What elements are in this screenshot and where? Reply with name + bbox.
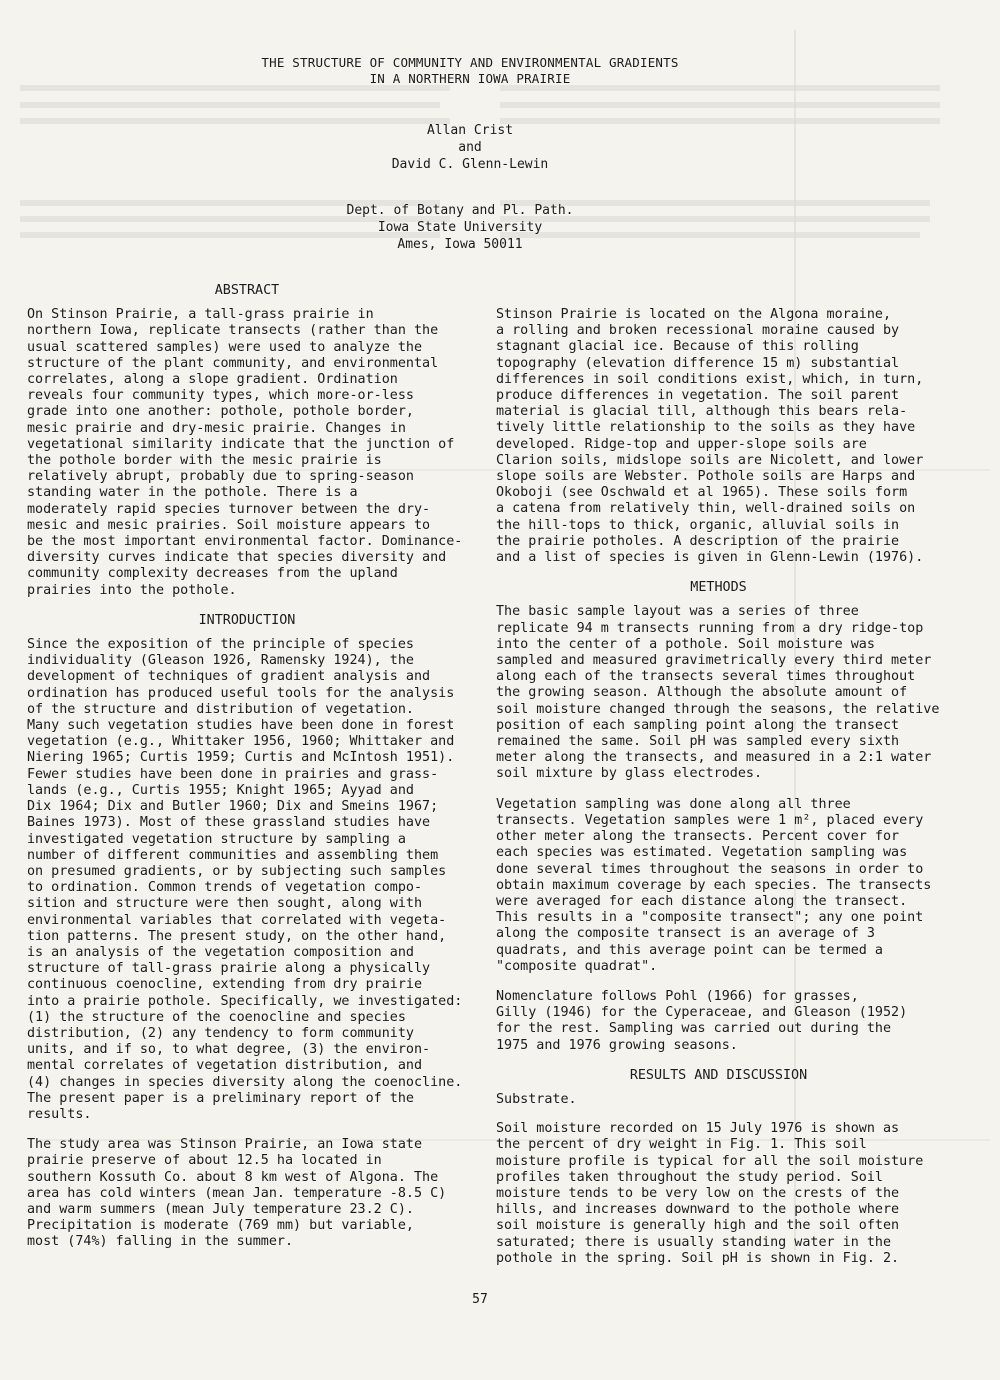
results-heading: RESULTS AND DISCUSSION xyxy=(629,1067,808,1083)
abstract-heading: ABSTRACT xyxy=(214,283,280,298)
left-column xyxy=(27,283,467,1265)
affiliation-university: Iowa State University xyxy=(377,220,543,235)
introduction-paragraph-2: The study area was Stinson Prairie, an Iowa state prairie preserve of about 12.5 ha located in southern Kossuth Co. about 8 km west of Algona. The area has cold winters (mean Jan. temperature -8.5 C) and warm summers (mean July temperature 23.2 C). Precipitation is moderate (769 mm) but variable, most (74%) falling in the summer. xyxy=(27,1137,447,1250)
methods-paragraph-3: Nomenclature follows Pohl (1966) for grasses, Gilly (1946) for the Cyperaceae, and Gleason (1952) for the rest. Sampling was carried out during the 1975 and 1976 growing seasons. xyxy=(496,988,908,1053)
results-paragraph-1: Soil moisture recorded on 15 July 1976 is shown as the percent of dry weight in Fig. 1. This soil moisture profile is typical for all the soil moisture profiles taken throughout the study period. Soil moisture tends to be very low on the crests of the hills, and increases downward to the pothole where soil moisture is generally high and the soil often saturated; there is usually standing water in the pothole in the spring. Soil pH is shown in Fig. 2. xyxy=(496,1121,924,1266)
affiliation-dept: Dept. of Botany and Pl. Path. xyxy=(346,203,574,218)
affiliation-city: Ames, Iowa 50011 xyxy=(397,237,523,252)
methods-paragraph-1: The basic sample layout was a series of three replicate 94 m transects running from a dry ridge-top into the center of a pothole. Soil moisture was sampled and measured gravimetrically every third meter along each of the transects several times throughout the growing season. Although the absolute amount of soil moisture changed through the seasons, the relative position of each sampling point along the transect remained the same. Soil pH was sampled every sixth meter along the transects, and measured in a 2:1 water soil mixture by glass electrodes. xyxy=(496,604,940,782)
introduction-paragraph-1: Since the exposition of the principle of species individuality (Gleason 1926, Ramensky 1924), the development of techniques of gradient analysis and ordination has produced useful tools for the analysis of the structure and distribution of vegetation. Many such vegetation studies have been done in forest vegetation (e.g., Whittaker 1956, 1960; Whittaker and Niering 1965; Curtis 1959; Curtis and McIntosh 1951). Fewer studies have been done in prairies and grass- lands (e.g., Curtis 1955; Knight 1965; Ayyad and Dix 1964; Dix and Butler 1960; Dix and Smeins 1967; Baines 1973). Most of these grassland studies have investigated vegetation structure by sampling a number of different communities and assembling them on presumed gradients, or by subjecting such samples to ordination. Common trends of vegetation compo- sition and structure were then sought, along with environmental variables that correlated with vegeta- tion patterns. The present study, on the other hand, is an analysis of the vegetation composition and structure of tall-grass prairie along a physically continuous coenocline, extending from dry prairie into a prairie pothole. Specifically, we investigated: (1) the structure of the coenocline and species distribution, (2) any tendency to form community units, and if so, to what degree, (3) the environ- mental correlates of vegetation distribution, and (4) changes in species diversity along the coenocline. The present paper is a preliminary report of the results. xyxy=(27,637,463,1122)
author-2: David C. Glenn-Lewin xyxy=(391,157,549,172)
author-1: Allan Crist xyxy=(426,123,514,138)
paper-title xyxy=(0,55,940,87)
site-paragraph: Stinson Prairie is located on the Algona moraine, a rolling and broken recessional moraine caused by stagnant glacial ice. Because of this rolling topography (elevation difference 15 m) substantial differences in soil conditions exist, which, in turn, produce differences in vegetation. The soil parent material is glacial till, although this bears rela- tively little relationship to the soils as they have developed. Ridge-top and upper-slope soils are Clarion soils, midslope soils are Nicolett, and lower slope soils are Webster. Pothole soils are Harps and Okoboji (see Oschwald et al 1965). These soils form a catena from relatively thin, well-drained soils on the hill-tops to thick, organic, alluvial soils in the prairie potholes. A description of the prairie and a list of species is given in Glenn-Lewin (1976). xyxy=(496,307,924,566)
title-line-1: THE STRUCTURE OF COMMUNITY AND ENVIRONMENTAL GRADIENTS xyxy=(261,55,679,70)
page-number: 57 xyxy=(472,1292,488,1307)
author-block xyxy=(0,122,940,173)
right-column xyxy=(496,307,941,1281)
substrate-subheading: Substrate. xyxy=(496,1091,577,1107)
affiliation-block xyxy=(0,202,920,253)
author-conjunction: and xyxy=(458,140,482,155)
abstract-text: On Stinson Prairie, a tall-grass prairie in northern Iowa, replicate transects (rather than the usual scattered samples) were used to analyze the structure of the plant community, and environmental correlates, along a slope gradient. Ordination reveals four community types, which more-or-less grade into one another: pothole, pothole border, mesic prairie and dry-mesic prairie. Changes in vegetational similarity indicate that the junction of the pothole border with the mesic prairie is relatively abrupt, probably due to spring-season standing water in the pothole. There is a moderately rapid species turnover between the dry- mesic and mesic prairies. Soil moisture appears to be the most important environmental factor. Dominance- diversity curves indicate that species diversity and community complexity decreases from the upland prairies into the pothole. xyxy=(27,307,463,598)
introduction-heading: INTRODUCTION xyxy=(198,612,296,628)
methods-paragraph-2: Vegetation sampling was done along all three transects. Vegetation samples were 1 m², placed every other meter along the transects. Percent cover for each species was estimated. Vegetation sampling was done several times throughout the seasons in order to obtain maximum coverage by each species. The transects were averaged for each distance along the transect. This results in a "composite transect"; any one point along the composite transect is an average of 3 quadrats, and this average point can be termed a "composite quadrat". xyxy=(496,796,932,974)
methods-heading: METHODS xyxy=(690,580,747,596)
title-line-2: IN A NORTHERN IOWA PRAIRIE xyxy=(369,71,571,86)
